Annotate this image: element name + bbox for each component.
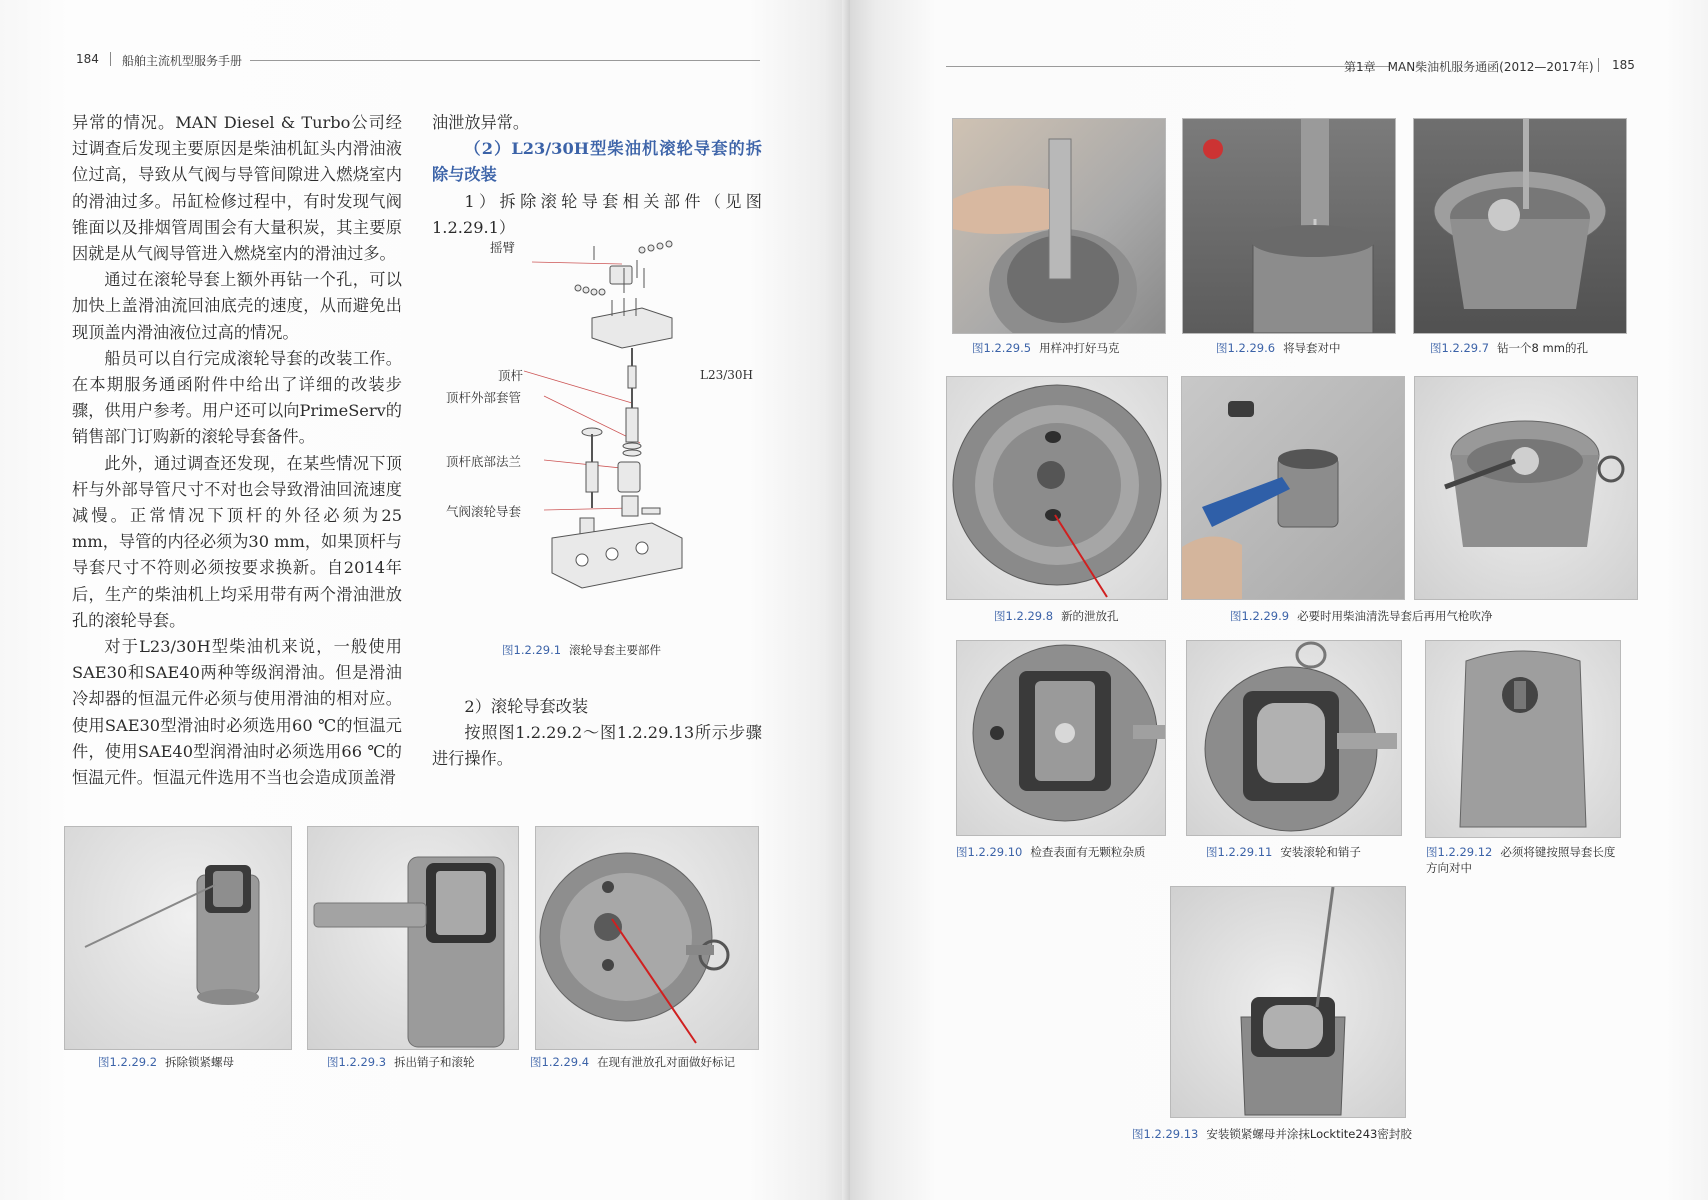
photo-drill-8mm: [1413, 118, 1627, 334]
header-rule-left: [250, 60, 760, 61]
photo-drawing: [947, 377, 1167, 599]
photo-drawing: [1426, 641, 1620, 837]
caption-1-2-29-11: [1206, 844, 1361, 860]
header-rule-right: [946, 66, 1390, 67]
caption-text: 新的泄放孔: [1061, 609, 1119, 623]
caption-1-2-29-12: [1426, 844, 1626, 876]
paragraph: 船员可以自行完成滚轮导套的改装工作。在本期服务通函附件中给出了详细的改装步骤，供用户参考。用户还可以向PrimeServ的销售部门订购新的滚轮导套备件。: [72, 348, 402, 447]
photo-inspect-surface: [956, 640, 1166, 836]
photo-new-drain-hole: [946, 376, 1168, 600]
photo-drawing: [1415, 377, 1637, 599]
caption-text: 安装滚轮和销子: [1280, 845, 1361, 859]
caption-number: 图1.2.29.12: [1426, 845, 1493, 859]
paragraph: 对于L23/30H型柴油机来说，一般使用SAE30和SAE40两种等级润滑油。但是滑油冷却器的恒温元件必须与使用滑油的相对应。使用SAE30型滑油时必须选用60 ℃的恒温元件，使用SAE40型润滑油时必须选用66 ℃的恒温元件。恒温元件选用不当也会造成顶盖滑: [72, 637, 402, 788]
label-push-rod-sleeve: 顶杆外部套管: [446, 390, 522, 405]
caption-1-2-29-1: [502, 642, 661, 658]
photo-align-guide: [1182, 118, 1396, 334]
book-title: 船舶主流机型服务手册: [122, 54, 243, 68]
caption-text: 在现有泄放孔对面做好标记: [597, 1055, 736, 1069]
caption-1-2-29-3: [327, 1054, 475, 1070]
photo-install-roller-pin: [1186, 640, 1402, 836]
caption-1-2-29-6: [1216, 340, 1341, 356]
caption-number: 图1.2.29.8: [994, 609, 1054, 623]
photo-drawing: [65, 827, 291, 1049]
right-column-text: [432, 110, 762, 241]
photo-install-lock-nut: [1170, 886, 1406, 1118]
caption-text: 必须将键按照导套长度方向对中: [1426, 845, 1616, 875]
caption-number: 图1.2.29.2: [98, 1055, 158, 1069]
label-push-rod: 顶杆: [498, 368, 524, 383]
caption-number: 图1.2.29.5: [972, 341, 1032, 355]
caption-text: 检查表面有无颗粒杂质: [1030, 845, 1146, 859]
caption-1-2-29-9: [1230, 608, 1493, 624]
diagram-drawing: [432, 238, 762, 628]
caption-text: 用样冲打好马克: [1039, 341, 1120, 355]
caption-1-2-29-4: [530, 1054, 735, 1070]
caption-1-2-29-8: [994, 608, 1119, 624]
photo-remove-pin-roller: [307, 826, 519, 1050]
left-page: [0, 0, 850, 1200]
caption-number: 图1.2.29.4: [530, 1055, 590, 1069]
page-number-left: 184: [76, 52, 99, 66]
photo-mark-opposite-hole: [535, 826, 759, 1050]
step-two-block: [432, 694, 762, 773]
caption-text: 安装锁紧螺母并涂抹Locktite243密封胶: [1206, 1127, 1412, 1141]
left-column-text: [72, 110, 402, 791]
caption-1-2-29-2: [98, 1054, 234, 1070]
caption-number: 图1.2.29.9: [1230, 609, 1290, 623]
step-one-text: 1）拆除滚轮导套相关部件（见图1.2.29.1）: [432, 191, 762, 237]
label-rocker-arm: 摇臂: [490, 240, 516, 255]
step-two-text: 按照图1.2.29.2～图1.2.29.13所示步骤进行操作。: [432, 723, 762, 769]
caption-number: 图1.2.29.11: [1206, 845, 1273, 859]
photo-align-key: [1425, 640, 1621, 838]
photo-guide-after-cleaning: [1414, 376, 1638, 600]
photo-remove-lock-nut: [64, 826, 292, 1050]
chapter-title: 第1章 MAN柴油机服务通函(2012—2017年): [1344, 60, 1594, 74]
caption-number: 图1.2.29.3: [327, 1055, 387, 1069]
photo-drawing: [953, 119, 1165, 333]
header-separator: [1598, 58, 1599, 72]
label-model: L23/30H: [700, 368, 754, 382]
caption-text: 必要时用柴油清洗导套后再用气枪吹净: [1297, 609, 1493, 623]
photo-drawing: [1183, 119, 1395, 333]
right-page: [850, 0, 1708, 1200]
paragraph: 此外，通过调查还发现，在某些情况下顶杆与外部导管尺寸不对也会导致滑油回流速度减慢。正常情况下顶杆的外径必须为25 mm，导管的内径必须为30 mm，如果顶杆与导套尺寸不符则必须按要求换新。自2014年后，生产的柴油机上均采用带有两个滑油泄放孔的滚轮导套。: [72, 453, 402, 630]
photo-drawing: [308, 827, 518, 1049]
page-number-right: 185: [1612, 58, 1635, 72]
photo-clean-blow-dry: [1181, 376, 1405, 600]
photo-drawing: [957, 641, 1165, 835]
header-separator: [110, 52, 111, 66]
caption-number: 图1.2.29.7: [1430, 341, 1490, 355]
caption-number: 图1.2.29.6: [1216, 341, 1276, 355]
caption-number: 图1.2.29.13: [1132, 1127, 1199, 1141]
label-push-rod-flange: 顶杆底部法兰: [446, 454, 522, 469]
paragraph: 油泄放异常。: [432, 113, 530, 132]
caption-1-2-29-10: [956, 844, 1156, 860]
photo-drawing: [1414, 119, 1626, 333]
caption-text: 钻一个8 mm的孔: [1497, 341, 1588, 355]
exploded-diagram: [432, 238, 762, 657]
caption-text: 拆除锁紧螺母: [165, 1055, 235, 1069]
photo-drawing: [1171, 887, 1405, 1117]
section-heading: （2）L23/30H型柴油机滚轮导套的拆除与改装: [432, 139, 762, 185]
caption-1-2-29-7: [1430, 340, 1588, 356]
caption-1-2-29-13: [1132, 1126, 1412, 1142]
photo-drawing: [536, 827, 758, 1049]
photo-drawing: [1182, 377, 1404, 599]
paragraph: 通过在滚轮导套上额外再钻一个孔，可以加快上盖滑油流回油底壳的速度，从而避免出现顶盖内滑油液位过高的情况。: [72, 270, 402, 342]
caption-text: 滚轮导套主要部件: [569, 643, 662, 657]
label-roller-guide: 气阀滚轮导套: [446, 504, 522, 519]
paragraph: 异常的情况。MAN Diesel & Turbo公司经过调查后发现主要原因是柴油机缸头内滑油液位过高，导致从气阀与导管间隙进入燃烧室内的滑油过多。吊缸检修过程中，有时发现气阀锥面以及排烟管周围会有大量积炭，其主要原因就是从气阀导管进入燃烧室内的滑油过多。: [72, 113, 402, 264]
photo-drawing: [1187, 641, 1401, 835]
photo-center-punch: [952, 118, 1166, 334]
caption-text: 拆出销子和滚轮: [394, 1055, 475, 1069]
caption-number: 图1.2.29.10: [956, 845, 1023, 859]
caption-text: 将导套对中: [1283, 341, 1341, 355]
caption-1-2-29-5: [972, 340, 1120, 356]
caption-number: 图1.2.29.1: [502, 643, 562, 657]
step-two-title: 2）滚轮导套改装: [464, 697, 589, 716]
